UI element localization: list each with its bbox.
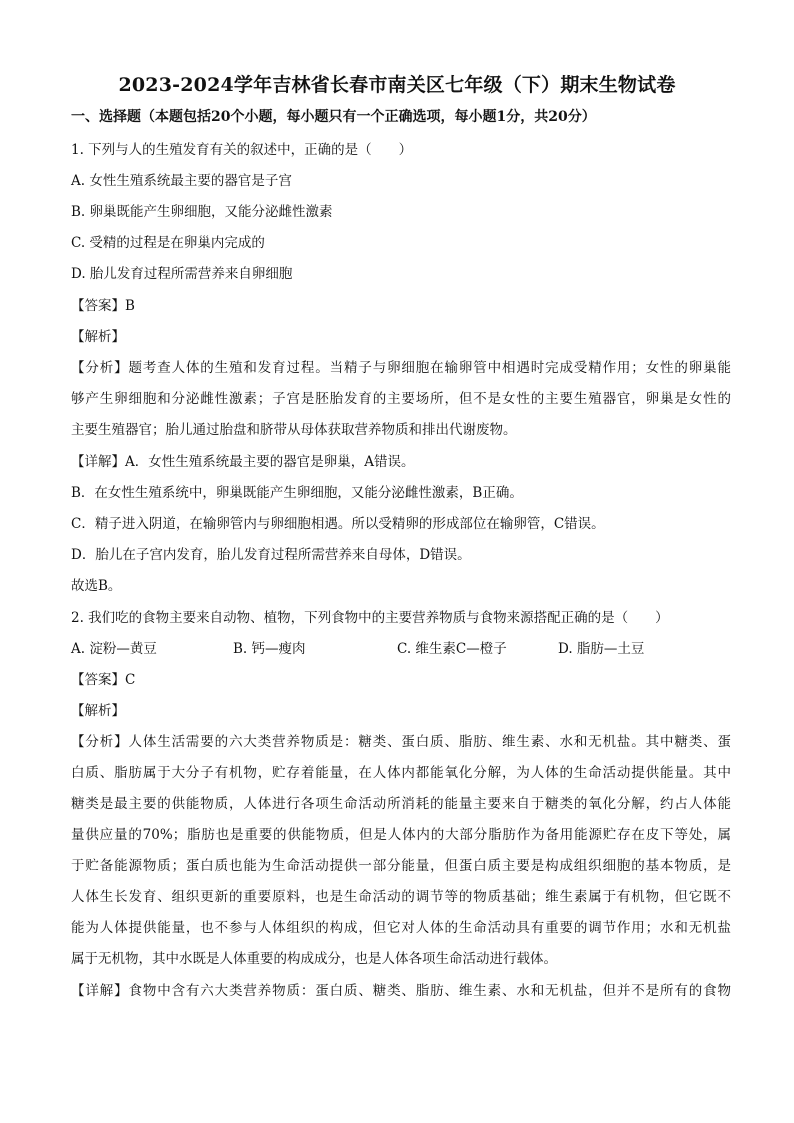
question-2-option-c: C. 维生素C—橙子 [397, 641, 507, 657]
question-2-analysis-label: 【解析】 [71, 703, 125, 719]
question-1-stem: 1. 下列与人的生殖发育有关的叙述中，正确的是（ ） [71, 142, 413, 158]
question-2-analysis-line: 属于无机物，其中水既是人体重要的构成成分，也是人体各项生命活动进行载体。 [71, 951, 557, 967]
question-1-detail-line: D．胎儿在子宫内发育，胎儿发育过程所需营养来自母体，D错误。 [71, 547, 471, 563]
question-2-option-b: B. 钙—瘦肉 [233, 641, 306, 657]
question-2-analysis-line: 人体生长发育、组织更新的重要原料，也是生命活动的调节等的物质基础；维生素属于有机物，但它既不 [71, 889, 731, 905]
question-1-detail-line: 故选B。 [71, 578, 122, 594]
question-1-answer: 【答案】B [71, 298, 135, 314]
question-1-analysis-label: 【解析】 [71, 329, 125, 345]
question-1-analysis-line: 够产生卵细胞和分泌雌性激素；子宫是胚胎发育的主要场所，但不是女性的主要生殖器官，卵巢是女性的 [71, 391, 731, 407]
section-heading: 一、选择题（本题包括20个小题，每小题只有一个正确选项，每小题1分，共20分） [71, 109, 596, 125]
question-2-answer: 【答案】C [71, 672, 136, 688]
question-2-analysis-line: 量供应量的70%；脂肪也是重要的供能物质，但是人体内的大部分脂肪作为备用能源贮存在皮下等处，属 [71, 827, 731, 843]
question-1-analysis-line: 【分析】题考查人体的生殖和发育过程。当精子与卵细胞在输卵管中相遇时完成受精作用；女性的卵巢能 [71, 360, 731, 376]
question-2-stem: 2. 我们吃的食物主要来自动物、植物，下列食物中的主要营养物质与食物来源搭配正确的是（ ） [71, 610, 669, 626]
question-2-analysis-line: 于贮备能源物质；蛋白质也能为生命活动提供一部分能量，但蛋白质主要是构成组织细胞的基本物质，是 [71, 858, 731, 874]
question-2-detail-line: 【详解】食物中含有六大类营养物质：蛋白质、糖类、脂肪、维生素、水和无机盐，但并不是所有的食物 [71, 983, 731, 999]
question-1-detail-line: C．精子进入阴道，在输卵管内与卵细胞相遇。所以受精卵的形成部位在输卵管，C错误。 [71, 516, 605, 532]
question-2-option-a: A. 淀粉—黄豆 [71, 641, 157, 657]
question-2-option-d: D. 脂肪—土豆 [558, 641, 645, 657]
question-2-analysis-line: 糖类是最主要的供能物质，人体进行各项生命活动所消耗的能量主要来自于糖类的氧化分解，约占人体能 [71, 796, 731, 812]
page-title: 2023-2024学年吉林省长春市南关区七年级（下）期末生物试卷 [118, 74, 676, 96]
question-1-option-a: A. 女性生殖系统最主要的器官是子宫 [71, 173, 292, 189]
question-1-option-b: B. 卵巢既能产生卵细胞，又能分泌雌性激素 [71, 204, 333, 220]
question-2-analysis-line: 白质、脂肪属于大分子有机物，贮存着能量，在人体内都能氧化分解，为人体的生命活动提供能量。其中 [71, 765, 731, 781]
question-2-analysis-line: 【分析】人体生活需要的六大类营养物质是：糖类、蛋白质、脂肪、维生素、水和无机盐。其中糖类、蛋 [71, 734, 731, 750]
question-1-option-d: D. 胎儿发育过程所需营养来自卵细胞 [71, 266, 293, 282]
question-1-analysis-line: 主要生殖器官；胎儿通过胎盘和脐带从母体获取营养物质和排出代谢废物。 [71, 422, 517, 438]
question-2-analysis-line: 能为人体提供能量，也不参与人体组织的构成，但它对人体的生命活动具有重要的调节作用；水和无机盐 [71, 920, 731, 936]
question-1-detail-line: 【详解】A．女性生殖系统最主要的器官是卵巢，A错误。 [71, 454, 415, 470]
question-1-detail-line: B．在女性生殖系统中，卵巢既能产生卵细胞，又能分泌雌性激素，B正确。 [71, 485, 523, 501]
question-1-option-c: C. 受精的过程是在卵巢内完成的 [71, 235, 265, 251]
